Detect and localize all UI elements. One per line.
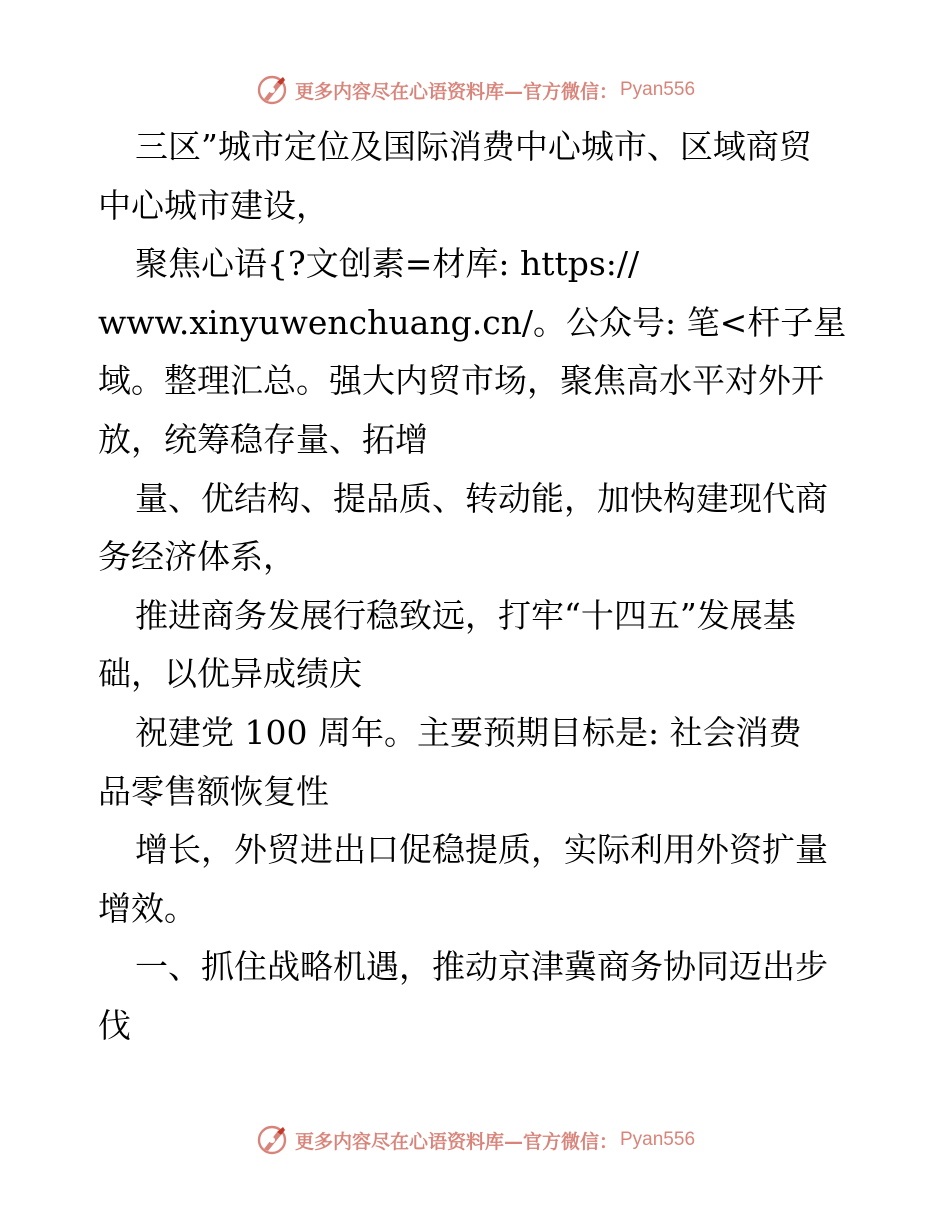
body-line: 祝建党 100 周年。主要预期目标是: 社会消费 [135, 712, 802, 752]
body-line: 三区”城市定位及国际消费中心城市、区域商贸 [135, 127, 812, 166]
body-line: 伐 [98, 1005, 131, 1045]
header-watermark [0, 70, 950, 110]
document-body [98, 118, 858, 1056]
body-line: 量、优结构、提品质、转动能，加快构建现代商 [135, 478, 828, 518]
quill-pen-logo-icon [255, 1123, 289, 1157]
quill-pen-logo-icon [255, 73, 289, 107]
body-line: 中心城市建设， [98, 185, 329, 225]
watermark-account: Pyan556 [620, 79, 696, 100]
footer-watermark [0, 1120, 950, 1160]
body-line: 础，以优异成绩庆 [98, 654, 362, 694]
watermark-account: Pyan556 [620, 1129, 696, 1150]
body-line: 域。整理汇总。强大内贸市场，聚焦高水平对外开 [98, 361, 824, 401]
body-line: 务经济体系， [98, 537, 296, 577]
body-line: 聚焦心语{?文创素=材库: https:// [135, 244, 640, 284]
body-line: 品零售额恢复性 [98, 771, 329, 811]
body-line: 放，统筹稳存量、拓增 [98, 419, 428, 459]
body-line: www.xinyuwenchuang.cn/。公众号: 笔<杆子星 [98, 302, 847, 342]
watermark-text: 更多内容尽在心语资料库—官方微信： [294, 80, 618, 103]
body-line: 增长，外贸进出口促稳提质，实际利用外资扩量 [135, 830, 828, 870]
body-line: 增效。 [98, 888, 197, 928]
body-line: 一、抓住战略机遇，推动京津冀商务协同迈出步 [135, 947, 828, 987]
body-line: 推进商务发展行稳致远，打牢“十四五”发展基 [135, 595, 796, 635]
watermark-text: 更多内容尽在心语资料库—官方微信： [294, 1130, 618, 1153]
